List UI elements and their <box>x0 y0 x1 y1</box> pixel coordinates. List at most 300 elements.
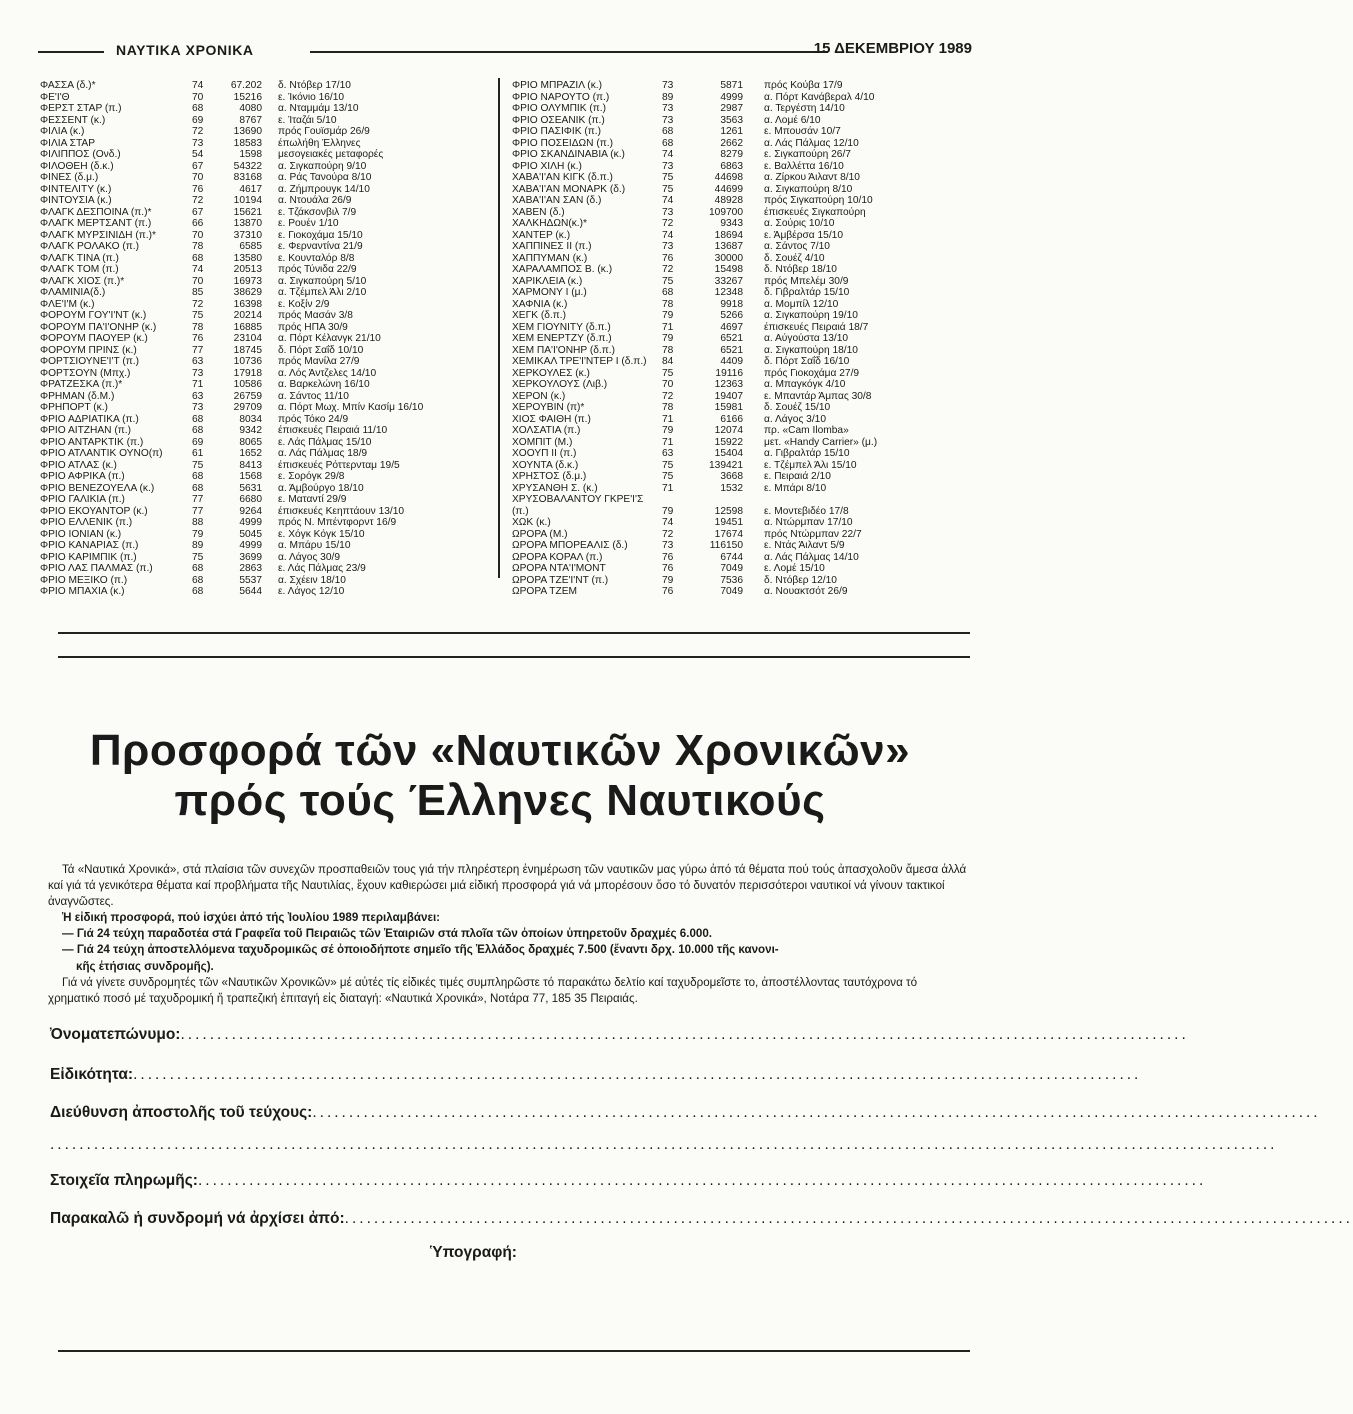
ship-status: ε. Άμβέρσα 15/10 <box>764 229 844 241</box>
ship-row <box>40 563 480 575</box>
bottom-rule <box>58 1350 970 1352</box>
ship-tonnage: 33267 <box>714 275 743 287</box>
ship-tonnage: 17674 <box>714 528 743 540</box>
ship-row <box>512 172 972 184</box>
ship-status: α. Τζέμπελ Άλι 2/10 <box>278 287 367 298</box>
offer-bullet-2-line1: — Γιά 24 τεύχη ἀποστελλόμενα ταχυδρομικῶς σέ ὁποιοδήποτε σημεῖο τῆς Ἑλλάδος δραχμές 7.500 (ἔναντι δρχ. 10.000 τῆς κανονι- <box>62 943 779 957</box>
ship-year: 63 <box>192 390 204 402</box>
ship-name: ΦΕ'Ι'Θ <box>40 91 70 103</box>
ship-name: ΦΡΙΟ ΒΕΝΕΖΟΥΕΛΑ (κ.) <box>40 482 155 494</box>
ship-name: ΦΟΡΤΣΟΥΝ (Μπχ.) <box>40 367 131 379</box>
ship-status: πρός Μανίλα 27/9 <box>278 356 360 367</box>
ship-row <box>40 253 480 265</box>
ship-year: 75 <box>662 172 674 183</box>
ship-tonnage: 16885 <box>233 321 262 333</box>
ship-status: ε. Γιοκοχάμα 15/10 <box>278 229 363 241</box>
ship-tonnage: 44699 <box>714 183 743 195</box>
ship-year: 68 <box>662 137 674 149</box>
ship-status: ε. Μπουσάν 10/7 <box>764 126 841 137</box>
ship-year: 73 <box>662 103 674 114</box>
ship-name: ΧΕΡΚΟΥΛΕΣ (κ.) <box>512 367 590 379</box>
ship-tonnage: 8034 <box>239 413 262 425</box>
ship-year: 68 <box>192 471 204 482</box>
ship-year: 71 <box>662 482 674 494</box>
ship-year: 75 <box>192 310 204 321</box>
ship-name: ΧΟΛΣΑΤΙΑ (π.) <box>512 425 581 436</box>
ship-row <box>512 218 972 230</box>
ship-year: 68 <box>192 563 204 574</box>
ship-name: ΩΡΟΡΑ ΚΟΡΑΛ (π.) <box>512 551 603 563</box>
ship-row <box>40 80 480 92</box>
start-date-field[interactable] <box>50 1210 1353 1228</box>
ship-row <box>40 241 480 253</box>
name-dots[interactable]: .......................................................................................................................................... <box>180 1026 1189 1043</box>
ship-status: α. Αύγούστα 13/10 <box>764 333 849 344</box>
ship-row <box>40 172 480 184</box>
address-field[interactable] <box>50 1104 1321 1122</box>
ship-year: 70 <box>192 275 204 287</box>
ship-name: ΧΕΡΟΝ (κ.) <box>512 390 566 402</box>
ship-row <box>512 287 972 299</box>
ship-row <box>40 276 480 288</box>
ship-status: α. Νουακτσότ 26/9 <box>764 586 848 597</box>
ship-year: 75 <box>662 459 674 471</box>
ship-tonnage: 4080 <box>239 103 262 114</box>
ship-tonnage: 16973 <box>233 275 262 287</box>
ship-status: δ. Ντόβερ 12/10 <box>764 574 837 586</box>
ship-status: α. Γιβραλτάρ 15/10 <box>764 448 850 459</box>
ship-year: 79 <box>662 425 674 436</box>
ship-year: 68 <box>192 425 204 436</box>
ship-status: πρός Τόκο 24/9 <box>278 413 349 425</box>
ship-status: ε. Τζέμπελ Άλι 15/10 <box>764 459 857 471</box>
ship-status: α. Ράς Τανούρα 8/10 <box>278 172 372 183</box>
offer-intro: Τά «Ναυτικά Χρονικά», στά πλαίσια τῶν συνεχῶν προσπαθειῶν τους γιά τήν πληρέστερη ἐνημέρωση τῶν ναυτικῶν μας γύρω ἀπό τά θέματα πού τούς ἀπασχολοῦν ἄμεσα ἀλλά καί γιά τά γενικότερα θέματα καί προβλήματα τῆς Ναυτιλίας, ἔχουν καθιερώσει μιά εἰδική προσφορά γιά νά μπορέσουν ὅσο τό δυνατόν περισσότεροι ναυτικοί νά γίνουν τακτικοί ἀναγνῶστες. <box>48 863 967 909</box>
ship-tonnage: 18583 <box>233 137 262 149</box>
ship-status: ε. Φερναντίνα 21/9 <box>278 241 363 252</box>
payment-dots[interactable]: .......................................................................................................................................... <box>197 1172 1207 1189</box>
ship-year: 75 <box>192 459 204 471</box>
ship-year: 74 <box>662 149 674 160</box>
ship-status: ε. Ίκόνιο 16/10 <box>278 91 345 103</box>
magazine-name: ΝΑΥΤΙΚΑ ΧΡΟΝΙΚΑ <box>116 42 254 58</box>
ship-year: 66 <box>192 218 204 229</box>
ship-year: 79 <box>662 310 674 321</box>
ship-name: ΧΕΜ ΠΑ'Ι'ΟΝΗΡ (δ.π.) <box>512 344 616 356</box>
ship-row <box>512 575 972 587</box>
ship-row <box>40 92 480 104</box>
ship-status: πρός Ν. Μπέντφορντ 16/9 <box>278 517 397 528</box>
ship-list-right <box>512 80 972 598</box>
ship-tonnage: 116150 <box>709 540 743 551</box>
ship-row <box>512 517 972 529</box>
ship-year: 78 <box>662 298 674 310</box>
ship-name: ΦΡΙΟ ΛΑΣ ΠΑΛΜΑΣ (π.) <box>40 563 153 574</box>
ship-tonnage: 54322 <box>233 160 262 172</box>
ship-name: ΦΟΡΤΣΙΟΥΝΕ'Ι'Τ (π.) <box>40 356 139 367</box>
ship-year: 73 <box>662 540 674 551</box>
ship-status: δ. Σουέζ 15/10 <box>764 402 831 413</box>
ship-year: 73 <box>192 367 204 379</box>
ship-name: ΦΡΙΟ ΑΤΛΑΣ (κ.) <box>40 459 117 471</box>
ship-row <box>40 506 480 518</box>
ship-status: ε. Ίταζάι 5/10 <box>278 114 337 126</box>
ship-status: α. Άμβούργο 18/10 <box>278 482 364 494</box>
ship-row <box>40 391 480 403</box>
ship-year: 68 <box>192 586 204 597</box>
ship-row <box>40 345 480 357</box>
ship-status: δ. Γιβραλτάρ 15/10 <box>764 287 850 298</box>
ship-year: 68 <box>192 482 204 494</box>
ship-tonnage: 12348 <box>714 287 743 298</box>
ship-status: α. Σούρις 10/10 <box>764 218 835 229</box>
ship-name: ΦΡΙΟ ΕΛΛΕΝΙΚ (π.) <box>40 517 133 528</box>
ship-year: 75 <box>662 275 674 287</box>
ship-row <box>512 322 972 334</box>
ship-tonnage: 15404 <box>714 448 743 459</box>
ship-status: α. Τεργέστη 14/10 <box>764 103 845 114</box>
ship-year: 74 <box>192 80 204 91</box>
ship-row <box>512 149 972 161</box>
ship-tonnage: 8279 <box>720 149 743 160</box>
ship-status: α. Σιγκαπούρη 18/10 <box>764 344 858 356</box>
ship-status: α. Λάς Πάλμας 14/10 <box>764 551 859 563</box>
ship-row <box>40 161 480 173</box>
ship-name: ΧΡΗΣΤΟΣ (δ.μ.) <box>512 471 587 482</box>
ship-row <box>512 460 972 472</box>
ship-tonnage: 18694 <box>714 229 743 241</box>
ship-name: ΧΑΡΑΛΑΜΠΟΣ Β. (κ.) <box>512 264 613 275</box>
ship-year: 68 <box>192 103 204 114</box>
ship-status: α. Μπάρυ 15/10 <box>278 540 351 551</box>
ship-tonnage: 6744 <box>720 551 743 563</box>
ship-row <box>512 241 972 253</box>
ship-year: 67 <box>192 160 204 172</box>
ship-row <box>512 310 972 322</box>
ship-status: πρός Κούβα 17/9 <box>764 80 843 91</box>
ship-status: πρός Μασάν 3/8 <box>278 310 353 321</box>
ship-tonnage: 13690 <box>233 126 262 137</box>
ship-year: 71 <box>662 321 674 333</box>
ship-tonnage: 23104 <box>233 333 262 344</box>
offer-special: Ἡ εἰδική προσφορά, πού ἰσχύει ἀπό τής Ἰουλίου 1989 περιλαμβάνει: <box>62 911 441 925</box>
ship-name: ΦΑΣΣΑ (δ.)* <box>40 80 96 91</box>
ship-row <box>40 460 480 472</box>
ship-row <box>40 207 480 219</box>
ship-status: ε. Πειραιά 2/10 <box>764 471 831 482</box>
ship-row <box>40 379 480 391</box>
ship-status: α. Μομπίλ 12/10 <box>764 298 839 310</box>
ship-year: 54 <box>192 149 204 160</box>
ship-tonnage: 30000 <box>714 252 743 264</box>
ship-tonnage: 1568 <box>239 471 262 482</box>
ship-year: 79 <box>192 528 204 540</box>
ship-tonnage: 139421 <box>709 459 743 471</box>
ship-name: ΦΡΗΜΑΝ (δ.Μ.) <box>40 390 115 402</box>
ship-row <box>40 437 480 449</box>
ship-name: ΧΕΡΟΥΒΙΝ (π)* <box>512 402 585 413</box>
ship-year: 78 <box>662 344 674 356</box>
ship-year: 89 <box>192 540 204 551</box>
ship-name: ΦΡΙΟ ΟΛΥΜΠΙΚ (π.) <box>512 103 607 114</box>
ship-name: ΧΑΒΑ'Ι'ΑΝ ΜΟΝΑΡΚ (δ.) <box>512 183 626 195</box>
ship-list-left <box>40 80 480 598</box>
ship-row <box>512 195 972 207</box>
ship-name: ΦΡΙΟ ΣΚΑΝΔΙΝΑΒΙΑ (κ.) <box>512 149 625 160</box>
ship-row <box>40 230 480 242</box>
ship-year: 78 <box>662 402 674 413</box>
ship-name: ΦΕΣΣΕΝΤ (κ.) <box>40 114 106 126</box>
ship-name: ΧΑΡΜΟΝΥ Ι (μ.) <box>512 287 587 298</box>
ship-name: ΦΡΙΟ ΧΙΛΗ (κ.) <box>512 160 582 172</box>
ship-tonnage: 8065 <box>239 436 262 448</box>
ship-row <box>40 126 480 138</box>
ship-year: 78 <box>192 321 204 333</box>
ship-row <box>40 540 480 552</box>
ship-tonnage: 18745 <box>233 344 262 356</box>
ship-status: α. Ζήμπρουγκ 14/10 <box>278 183 370 195</box>
ship-tonnage: 4617 <box>239 183 262 195</box>
ship-name: ΦΛΑΓΚ ΤΙΝΑ (π.) <box>40 252 119 264</box>
ship-tonnage: 3563 <box>720 114 743 126</box>
ship-year: 74 <box>192 264 204 275</box>
ship-status: δ. Ντόβερ 18/10 <box>764 264 837 275</box>
offer-closing: Γιά νά γίνετε συνδρομητές τῶν «Ναυτικῶν Χρονικῶν» μέ αὐτές τίς εἰδικές τιμές συμπληρῶστε τό παρακάτω δελτίο καί ταχυδρομεῖστε το, ἀποστέλλοντας ταυτόχρονα τό χρηματικό ποσό μέ ταχυδρομική ἤ τραπεζική ἐπιταγή εἰς διαταγή: «Ναυτικά Χρονικά», Νοτάρα 77, 185 35 Πειραιάς. <box>48 975 918 1005</box>
ship-row <box>512 414 972 426</box>
specialty-field[interactable] <box>50 1066 1142 1084</box>
ship-status: έπισκευές Ρόττερνταμ 19/5 <box>278 459 400 471</box>
ship-name: ΧΑΒΑ'Ι'ΑΝ ΚΙΓΚ (δ.π.) <box>512 172 613 183</box>
ship-tonnage: 16398 <box>233 298 262 310</box>
specialty-dots[interactable]: .......................................................................................................................................... <box>133 1066 1142 1083</box>
ship-tonnage: 7049 <box>720 586 743 597</box>
ship-tonnage: 19407 <box>714 390 743 402</box>
ship-year: 69 <box>192 436 204 448</box>
ship-name: ΦΡΙΟ ΠΑΣΙΦΙΚ (π.) <box>512 126 602 137</box>
ship-tonnage: 38629 <box>233 287 262 298</box>
start-dots[interactable]: .......................................................................................................................................... <box>344 1210 1353 1227</box>
ship-tonnage: 8413 <box>239 459 262 471</box>
ship-year: 73 <box>662 241 674 252</box>
ship-name: ΦΡΙΟ ΝΑΡΟΥΤΟ (π.) <box>512 91 610 103</box>
ship-row <box>40 218 480 230</box>
ship-row <box>40 310 480 322</box>
ship-status: έπισκευές Πειραιά 18/7 <box>764 321 869 333</box>
ship-year: 71 <box>662 413 674 425</box>
ship-year: 68 <box>662 126 674 137</box>
separator-line <box>58 632 970 634</box>
ship-name: ΧΑΝΤΕΡ (κ.) <box>512 229 571 241</box>
ship-row <box>40 494 480 506</box>
ship-name: ΦΛΑΓΚ ΜΥΡΣΙΝΙΔΗ (π.)* <box>40 229 156 241</box>
ship-status: ε. Ντάς Άιλαντ 5/9 <box>764 540 845 551</box>
ship-row <box>40 483 480 495</box>
ship-row <box>512 253 972 265</box>
ship-status: ε. Βαλλέττα 16/10 <box>764 160 844 172</box>
ship-row <box>40 287 480 299</box>
ship-year: 61 <box>192 448 204 459</box>
ship-tonnage: 6166 <box>720 413 743 425</box>
ship-name: ΦΕΡΣΤ ΣΤΑΡ (π.) <box>40 103 122 114</box>
ship-status: α. Πόρτ Μωχ. Μπίν Κασίμ 16/10 <box>278 402 424 413</box>
ship-status: ε. Ματαντί 29/9 <box>278 494 347 505</box>
ship-tonnage: 13870 <box>233 218 262 229</box>
ship-year: 73 <box>192 137 204 149</box>
ship-row <box>40 195 480 207</box>
ship-status: α. Σιγκαπούρη 9/10 <box>278 160 367 172</box>
ship-name: ΧΕΡΚΟΥΛΟΥΣ (Λιβ.) <box>512 379 608 390</box>
ship-status: ε. Λομέ 15/10 <box>764 563 825 574</box>
ship-name: ΦΡΙΟ ΑΙΤΖΗΑΝ (π.) <box>40 425 132 436</box>
ship-year: 76 <box>192 183 204 195</box>
ship-year: 76 <box>662 586 674 597</box>
ship-tonnage: 5631 <box>239 482 262 494</box>
ship-status: α. Πόρτ Κανάβεραλ 4/10 <box>764 91 875 103</box>
ship-row <box>512 552 972 564</box>
ship-status: ε. Σορόγκ 29/8 <box>278 471 345 482</box>
ship-year: 68 <box>662 287 674 298</box>
ship-name: ΧΑΒΑ'Ι'ΑΝ ΣΑΝ (δ.) <box>512 195 602 206</box>
ship-row <box>40 402 480 414</box>
ship-tonnage: 6863 <box>720 160 743 172</box>
ship-tonnage: 29709 <box>233 402 262 413</box>
ship-name: ΩΡΟΡΑ ΤΖΕ'Ι'ΝΤ (π.) <box>512 574 609 586</box>
ship-tonnage: 5644 <box>239 586 262 597</box>
ship-year: 74 <box>662 195 674 206</box>
ship-year: 74 <box>662 229 674 241</box>
ship-row <box>512 529 972 541</box>
address-field-continued[interactable] <box>50 1136 1278 1154</box>
ship-row <box>512 379 972 391</box>
ship-row <box>512 402 972 414</box>
ship-name: ΦΡΙΟ ΜΕΞΙΚΟ (π.) <box>40 574 128 586</box>
ship-name: ΦΙΝΤΟΥΣΙΑ (κ.) <box>40 195 112 206</box>
ship-tonnage: 17918 <box>233 367 262 379</box>
ship-tonnage: 12598 <box>714 505 743 517</box>
address-dots[interactable]: .......................................................................................................................................... <box>312 1104 1321 1121</box>
ship-tonnage: 9343 <box>720 218 743 229</box>
offer-bullet-2-line2: κῆς ἐτήσιας συνδρομῆς). <box>76 959 214 973</box>
ship-tonnage: 20214 <box>233 310 262 321</box>
ship-year: 75 <box>662 367 674 379</box>
ship-year: 73 <box>662 80 674 91</box>
ship-year: 77 <box>192 344 204 356</box>
ship-status: α. Σιγκαπούρη 8/10 <box>764 183 853 195</box>
ship-tonnage: 15498 <box>714 264 743 275</box>
ship-name: ΦΡΑΤΖΕΣΚΑ (π.)* <box>40 379 123 390</box>
ship-name: ΦΙΛΙΠΠΟΣ (Ονδ.) <box>40 149 121 160</box>
ship-tonnage: 6521 <box>720 333 743 344</box>
ship-status: α. Μπαγκόγκ 4/10 <box>764 379 846 390</box>
ship-name: ΦΛΑΓΚ ΜΕΡΤΣΑΝΤ (π.) <box>40 218 152 229</box>
ship-name: ΧΑΠΠΥΜΑΝ (κ.) <box>512 252 588 264</box>
ship-row <box>40 138 480 150</box>
ship-tonnage: 1532 <box>720 482 743 494</box>
ship-status: α. Σιγκαπούρη 5/10 <box>278 275 367 287</box>
ship-year: 77 <box>192 494 204 505</box>
ship-tonnage: 19451 <box>714 517 743 528</box>
ship-status: α. Σάντος 11/10 <box>278 390 349 402</box>
address-dots-line2[interactable]: ........................................................................................................................................................................ <box>50 1136 1278 1153</box>
ship-row <box>512 333 972 345</box>
ship-status: α. Λός Άντζελες 14/10 <box>278 367 377 379</box>
name-field[interactable] <box>50 1026 1189 1044</box>
ship-row <box>512 391 972 403</box>
ship-name: ΦΡΙΟ ΕΚΟΥΑΝΤΟΡ (κ.) <box>40 505 148 517</box>
ship-year: 74 <box>662 517 674 528</box>
payment-field[interactable] <box>50 1172 1207 1190</box>
ship-status: πρός Τύνιδα 22/9 <box>278 264 357 275</box>
ship-status: πρός Γουϊσμάρ 26/9 <box>278 126 370 137</box>
ship-name: ΦΙΛΙΑ ΣΤΑΡ <box>40 137 96 149</box>
ship-name: ΦΟΡΟΥΜ ΠΑ'Ι'ΟΝΗΡ (κ.) <box>40 321 157 333</box>
ship-name: ΦΡΙΟ ΚΑΡΙΜΠΙΚ (π.) <box>40 551 137 563</box>
offer-bullet-2 <box>48 942 970 974</box>
ship-tonnage: 5045 <box>239 528 262 540</box>
ship-status: έπισκευές Πειραιά 11/10 <box>278 425 388 436</box>
ship-tonnage: 5537 <box>239 574 262 586</box>
ship-tonnage: 109700 <box>709 206 743 218</box>
ship-year: 84 <box>662 356 674 367</box>
ship-name: ΩΡΟΡΑ ΝΤΑ'Ι'ΜΟΝΤ <box>512 563 606 574</box>
ship-status: δ. Πόρτ Σαΐδ 16/10 <box>764 356 850 367</box>
ship-status: πρός ΗΠΑ 30/9 <box>278 321 348 333</box>
ship-row <box>512 345 972 357</box>
ship-status: μετ. «Handy Carrier» (μ.) <box>764 436 878 448</box>
ship-status: ε. Μπάρι 8/10 <box>764 482 827 494</box>
ship-name: ΦΡΙΟ ΟΣΕΑΝΙΚ (π.) <box>512 114 605 126</box>
ship-name: ΦΡΙΟ ΜΠΑΧΙΑ (κ.) <box>40 586 125 597</box>
ship-tonnage: 7049 <box>720 563 743 574</box>
name-label: Ὀνοματεπώνυμο: <box>50 1026 181 1043</box>
ship-year: 76 <box>662 563 674 574</box>
ship-row <box>40 425 480 437</box>
ship-status: έπωλήθη Έλληνες <box>278 137 361 149</box>
ship-status: μεσογειακές μεταφορές <box>278 149 384 160</box>
ship-name: ΦΟΡΟΥΜ ΓΟΥ'Ι'ΝΤ (κ.) <box>40 310 147 321</box>
ship-tonnage: 5871 <box>720 80 743 91</box>
ship-tonnage: 4999 <box>239 540 262 551</box>
separator-line <box>58 656 970 658</box>
ship-tonnage: 6521 <box>720 344 743 356</box>
ship-year: 72 <box>192 298 204 310</box>
ship-year: 75 <box>662 471 674 482</box>
ship-year: 68 <box>192 574 204 586</box>
ship-tonnage: 9264 <box>239 505 262 517</box>
ship-status: ε. Κοξίν 2/9 <box>278 298 330 310</box>
ship-name: ΧΡΥΣΟΒΑΛΑΝΤΟΥ ΓΚΡΕ'Ι'Σ <box>512 494 644 505</box>
ship-tonnage: 12363 <box>714 379 743 390</box>
ship-status: ε. Τζάκσονβιλ 7/9 <box>278 206 357 218</box>
ship-tonnage: 9918 <box>720 298 743 310</box>
ship-tonnage: 83168 <box>233 172 262 183</box>
ship-row <box>512 448 972 460</box>
ship-status: ε. Μοντεβιδέο 17/8 <box>764 505 849 517</box>
ship-year: 70 <box>192 91 204 103</box>
ship-status: α. Ζίρκου Άιλαντ 8/10 <box>764 172 860 183</box>
ship-name: ΧΩΚ (κ.) <box>512 517 551 528</box>
ship-status: έπισκευές Σιγκαπούρη <box>764 206 866 218</box>
ship-row <box>40 586 480 598</box>
ship-row <box>512 276 972 288</box>
ship-row <box>512 230 972 242</box>
ship-row <box>40 103 480 115</box>
ship-row <box>40 471 480 483</box>
ship-name: ΧΙΟΣ ΦΑΙΘΗ (π.) <box>512 413 591 425</box>
ship-year: 78 <box>192 241 204 252</box>
ship-name: ΩΡΟΡΑ (Μ.) <box>512 528 568 540</box>
ship-row <box>40 368 480 380</box>
